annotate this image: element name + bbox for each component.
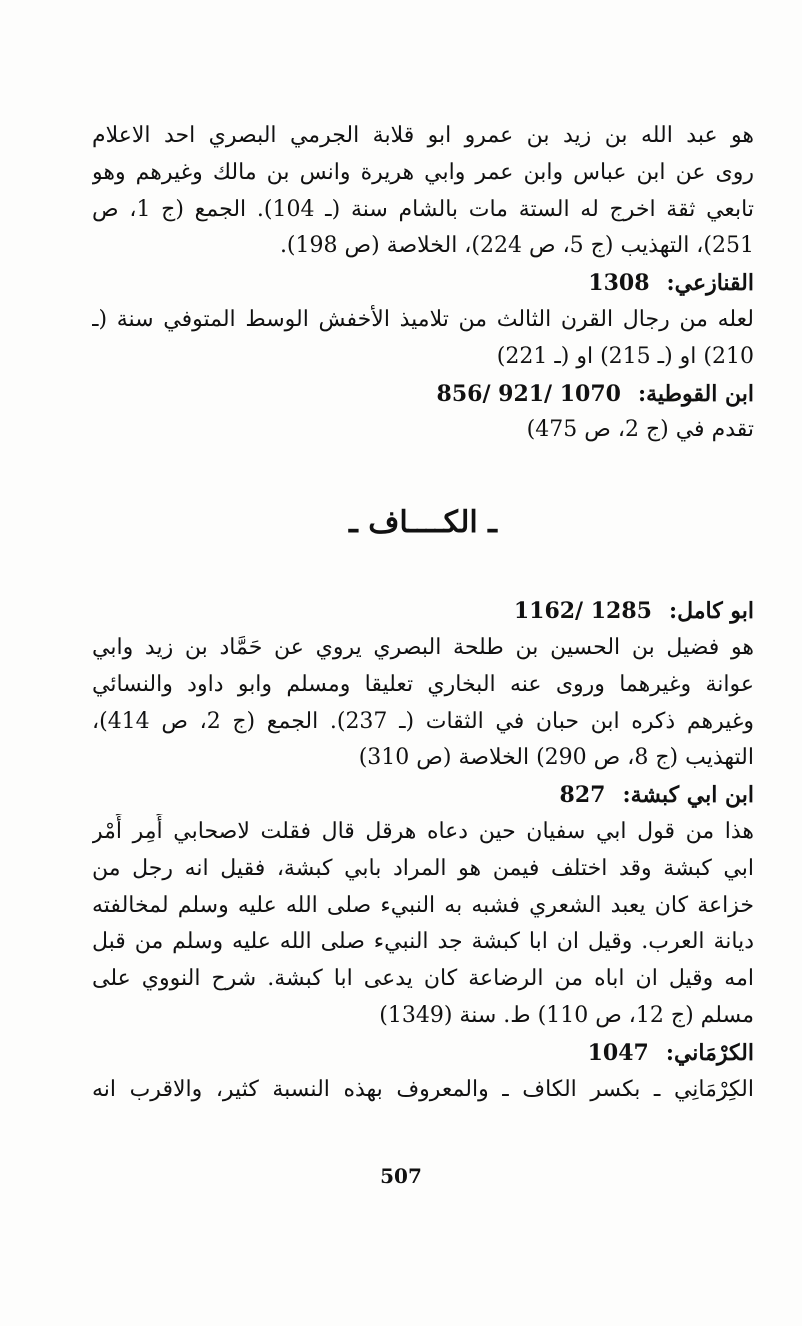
entry-name: ابو كامل: [668,598,754,625]
text-line: مسلم (ج 12، ص 110) ط. سنة (1349) [379,1002,754,1028]
paragraph-qanazii [92,302,754,376]
text-line: وغيرهم ذكره ابن حبان في الثقات (ـ 237). الجمع (ج 2، ص 414)، [92,708,754,734]
text-line: 251)، التهذيب (ج 5، ص 224)، الخلاصة (ص 198). [279,233,754,259]
paragraph-ibn-qutiya [92,412,754,449]
text-line: التهذيب (ج 8، ص 290) الخلاصة (ص 310) [358,745,754,771]
entry-name: القنازعي: [666,270,754,297]
entry-name: ابن ابي كبشة: [622,782,754,809]
entry-refs: 1162/ 1285 [513,598,652,625]
entry-heading-abu-kamil [92,593,754,630]
page-number: 507 [380,1164,422,1188]
text-line: هو فضيل بن الحسين بن طلحة البصري يروي عن حَمَّاد بن زيد وابي [92,634,754,660]
paragraph-abu-kamil [92,630,754,777]
entry-name: ابن القوطية: [637,380,754,407]
entry-refs: 827 [559,782,606,809]
text-line: هذا من قول ابي سفيان حين دعاه هرقل قال فقلت لاصحابي أَمِر أَمْر [92,818,754,844]
paragraph-ibn-abi-kabsha [92,814,754,1035]
text-line: تقدم في (ج 2، ص 475) [526,417,754,443]
entry-name: الكرْمَاني: [665,1039,754,1066]
entry-refs: 1047 [587,1039,649,1066]
page-content [92,118,754,1108]
entry-heading-ibn-abi-kabsha [92,777,754,814]
text-line: لعله من رجال القرن الثالث من تلاميذ الأخفش الوسط المتوفي سنة (ـ [92,306,754,332]
text-line: ديانة العرب. وقيل ان ابا كبشة جد النبيء صلى الله عليه وسلم من قبل [92,929,754,955]
text-line: تابعي ثقة اخرج له الستة مات بالشام سنة (ـ 104). الجمع (ج 1، ص [92,196,754,222]
text-line: عوانة وغيرهما وروى عنه البخاري تعليقا ومسلم وابو داود والنسائي [92,671,754,697]
entry-heading-ibn-qutiya [92,376,754,413]
entry-heading-kirmani [92,1035,754,1072]
text-line: روى عن ابن عباس وابن عمر وابي هريرة وانس بن مالك وغيرهم وهو [92,159,754,185]
section-title-kaf: ـ الكــــاف ـ [349,505,497,541]
text-line: ابي كبشة وقد اختلف فيمن هو المراد بابي كبشة، فقيل انه رجل من [92,855,754,881]
paragraph-abu-qilaba [92,118,754,265]
text-line: هو عبد الله بن زيد بن عمرو ابو قلابة الجرمي البصري احد الاعلام [92,123,754,148]
text-line: الكِرْمَانِي ـ بكسر الكاف ـ والمعروف بهذه النسبة كثير، والاقرب انه [92,1076,754,1102]
text-line: 210) او (ـ 215) او (ـ 221) [496,343,754,369]
text-line: خزاعة كان يعبد الشعري فشبه به النبيء صلى الله عليه وسلم لمخالفته [92,892,754,918]
text-line: امه وقيل ان اباه من الرضاعة كان يدعى ابا كبشة. شرح النووي على [92,966,754,992]
entry-heading-qanazii [92,265,754,302]
paragraph-kirmani [92,1072,754,1109]
entry-refs: 1308 [588,270,650,297]
entry-refs: 856/ 921/ 1070 [436,380,621,407]
